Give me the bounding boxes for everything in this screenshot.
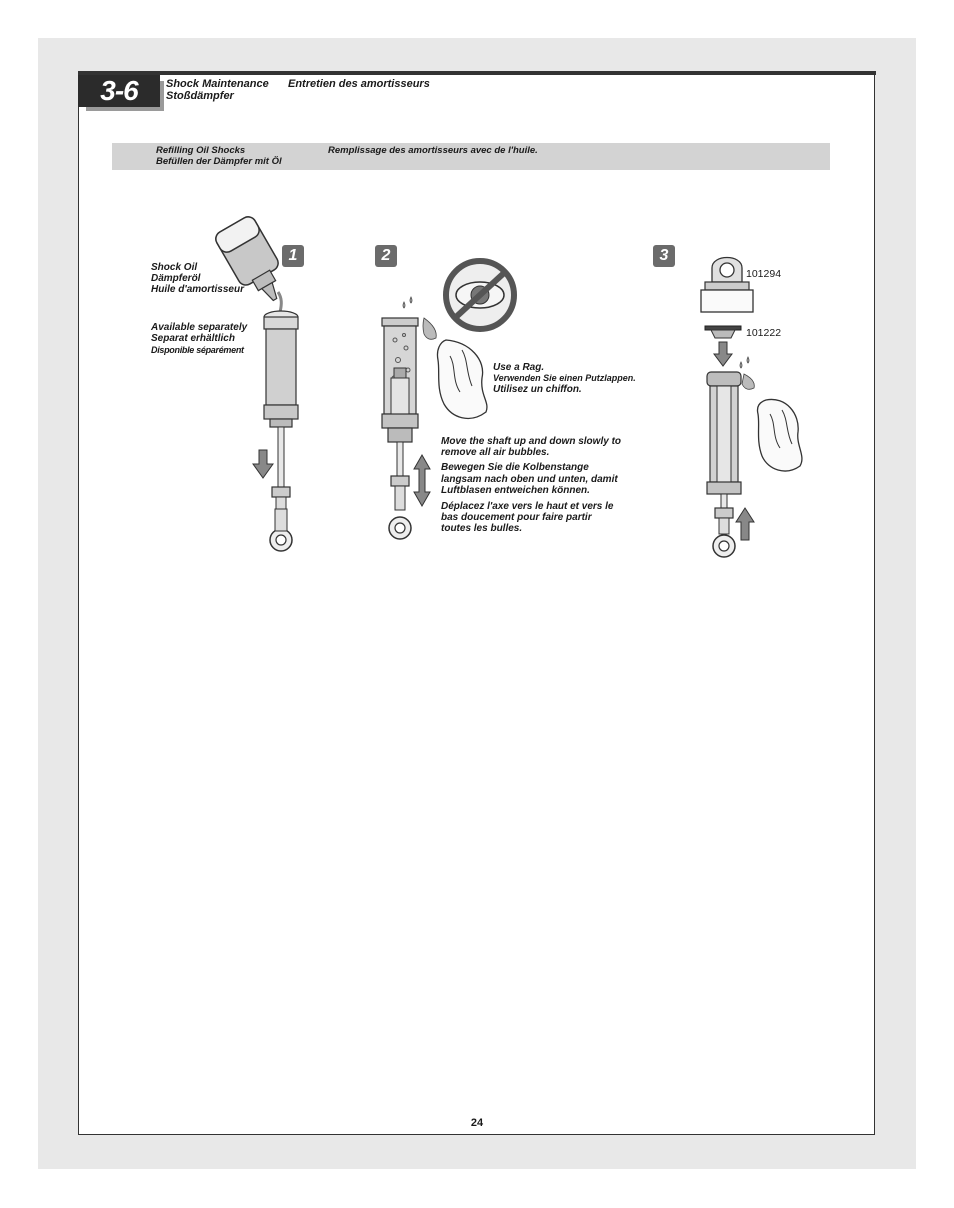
step-1-number: 1: [282, 245, 304, 267]
part-number-seal: 101222: [746, 327, 782, 339]
rag-label-fr: Utilisez un chiffon.: [493, 384, 582, 395]
subsection-title-fr: Remplissage des amortisseurs avec de l'huile.: [328, 145, 538, 156]
up-arrow-icon: [736, 508, 754, 540]
shock-oil-label-en: Shock Oil: [151, 262, 198, 273]
move-shaft-de-2: langsam nach oben und unten, damit: [441, 474, 618, 485]
rag-label-de: Verwenden Sie einen Putzlappen.: [493, 373, 636, 383]
page-number: 24: [470, 1117, 484, 1129]
shock-body-icon: [707, 372, 741, 557]
section-title-de: Stoßdämpfer: [166, 90, 234, 102]
down-arrow-icon: [714, 342, 732, 366]
oil-droplet-icon: [740, 357, 754, 389]
part-number-cap: 101294: [746, 268, 782, 280]
move-shaft-fr-2: bas doucement pour faire partir: [441, 512, 592, 523]
section-number-badge: 3-6: [78, 75, 160, 107]
rag-label-en: Use a Rag.: [493, 362, 545, 373]
subsection-title-de: Befüllen der Dämpfer mit Öl: [156, 156, 282, 167]
shock-cap-icon: [701, 258, 753, 313]
section-title-fr: Entretien des amortisseurs: [288, 78, 430, 90]
shock-oil-label-fr: Huile d'amortisseur: [151, 284, 244, 295]
move-shaft-fr-3: toutes les bulles.: [441, 523, 523, 534]
step-2-number: 2: [375, 245, 397, 267]
move-shaft-fr-1: Déplacez l'axe vers le haut et vers le: [441, 501, 614, 512]
move-shaft-de-3: Luftblasen entweichen können.: [441, 485, 590, 496]
available-label-en: Available separately: [151, 322, 248, 333]
step-3-number: 3: [653, 245, 675, 267]
section-title-en: Shock Maintenance: [166, 78, 269, 90]
move-shaft-de-1: Bewegen Sie die Kolbenstange: [441, 462, 589, 473]
rag-icon: [757, 399, 801, 471]
subsection-title-en: Refilling Oil Shocks: [156, 145, 246, 156]
available-label-fr: Disponible séparément: [151, 345, 244, 355]
available-label-de: Separat erhältlich: [151, 333, 235, 344]
move-shaft-en-2: remove all air bubbles.: [441, 447, 550, 458]
shock-seal-icon: [705, 326, 741, 338]
move-shaft-en-1: Move the shaft up and down slowly to: [441, 436, 622, 447]
shock-oil-label-de: Dämpferöl: [151, 273, 201, 284]
